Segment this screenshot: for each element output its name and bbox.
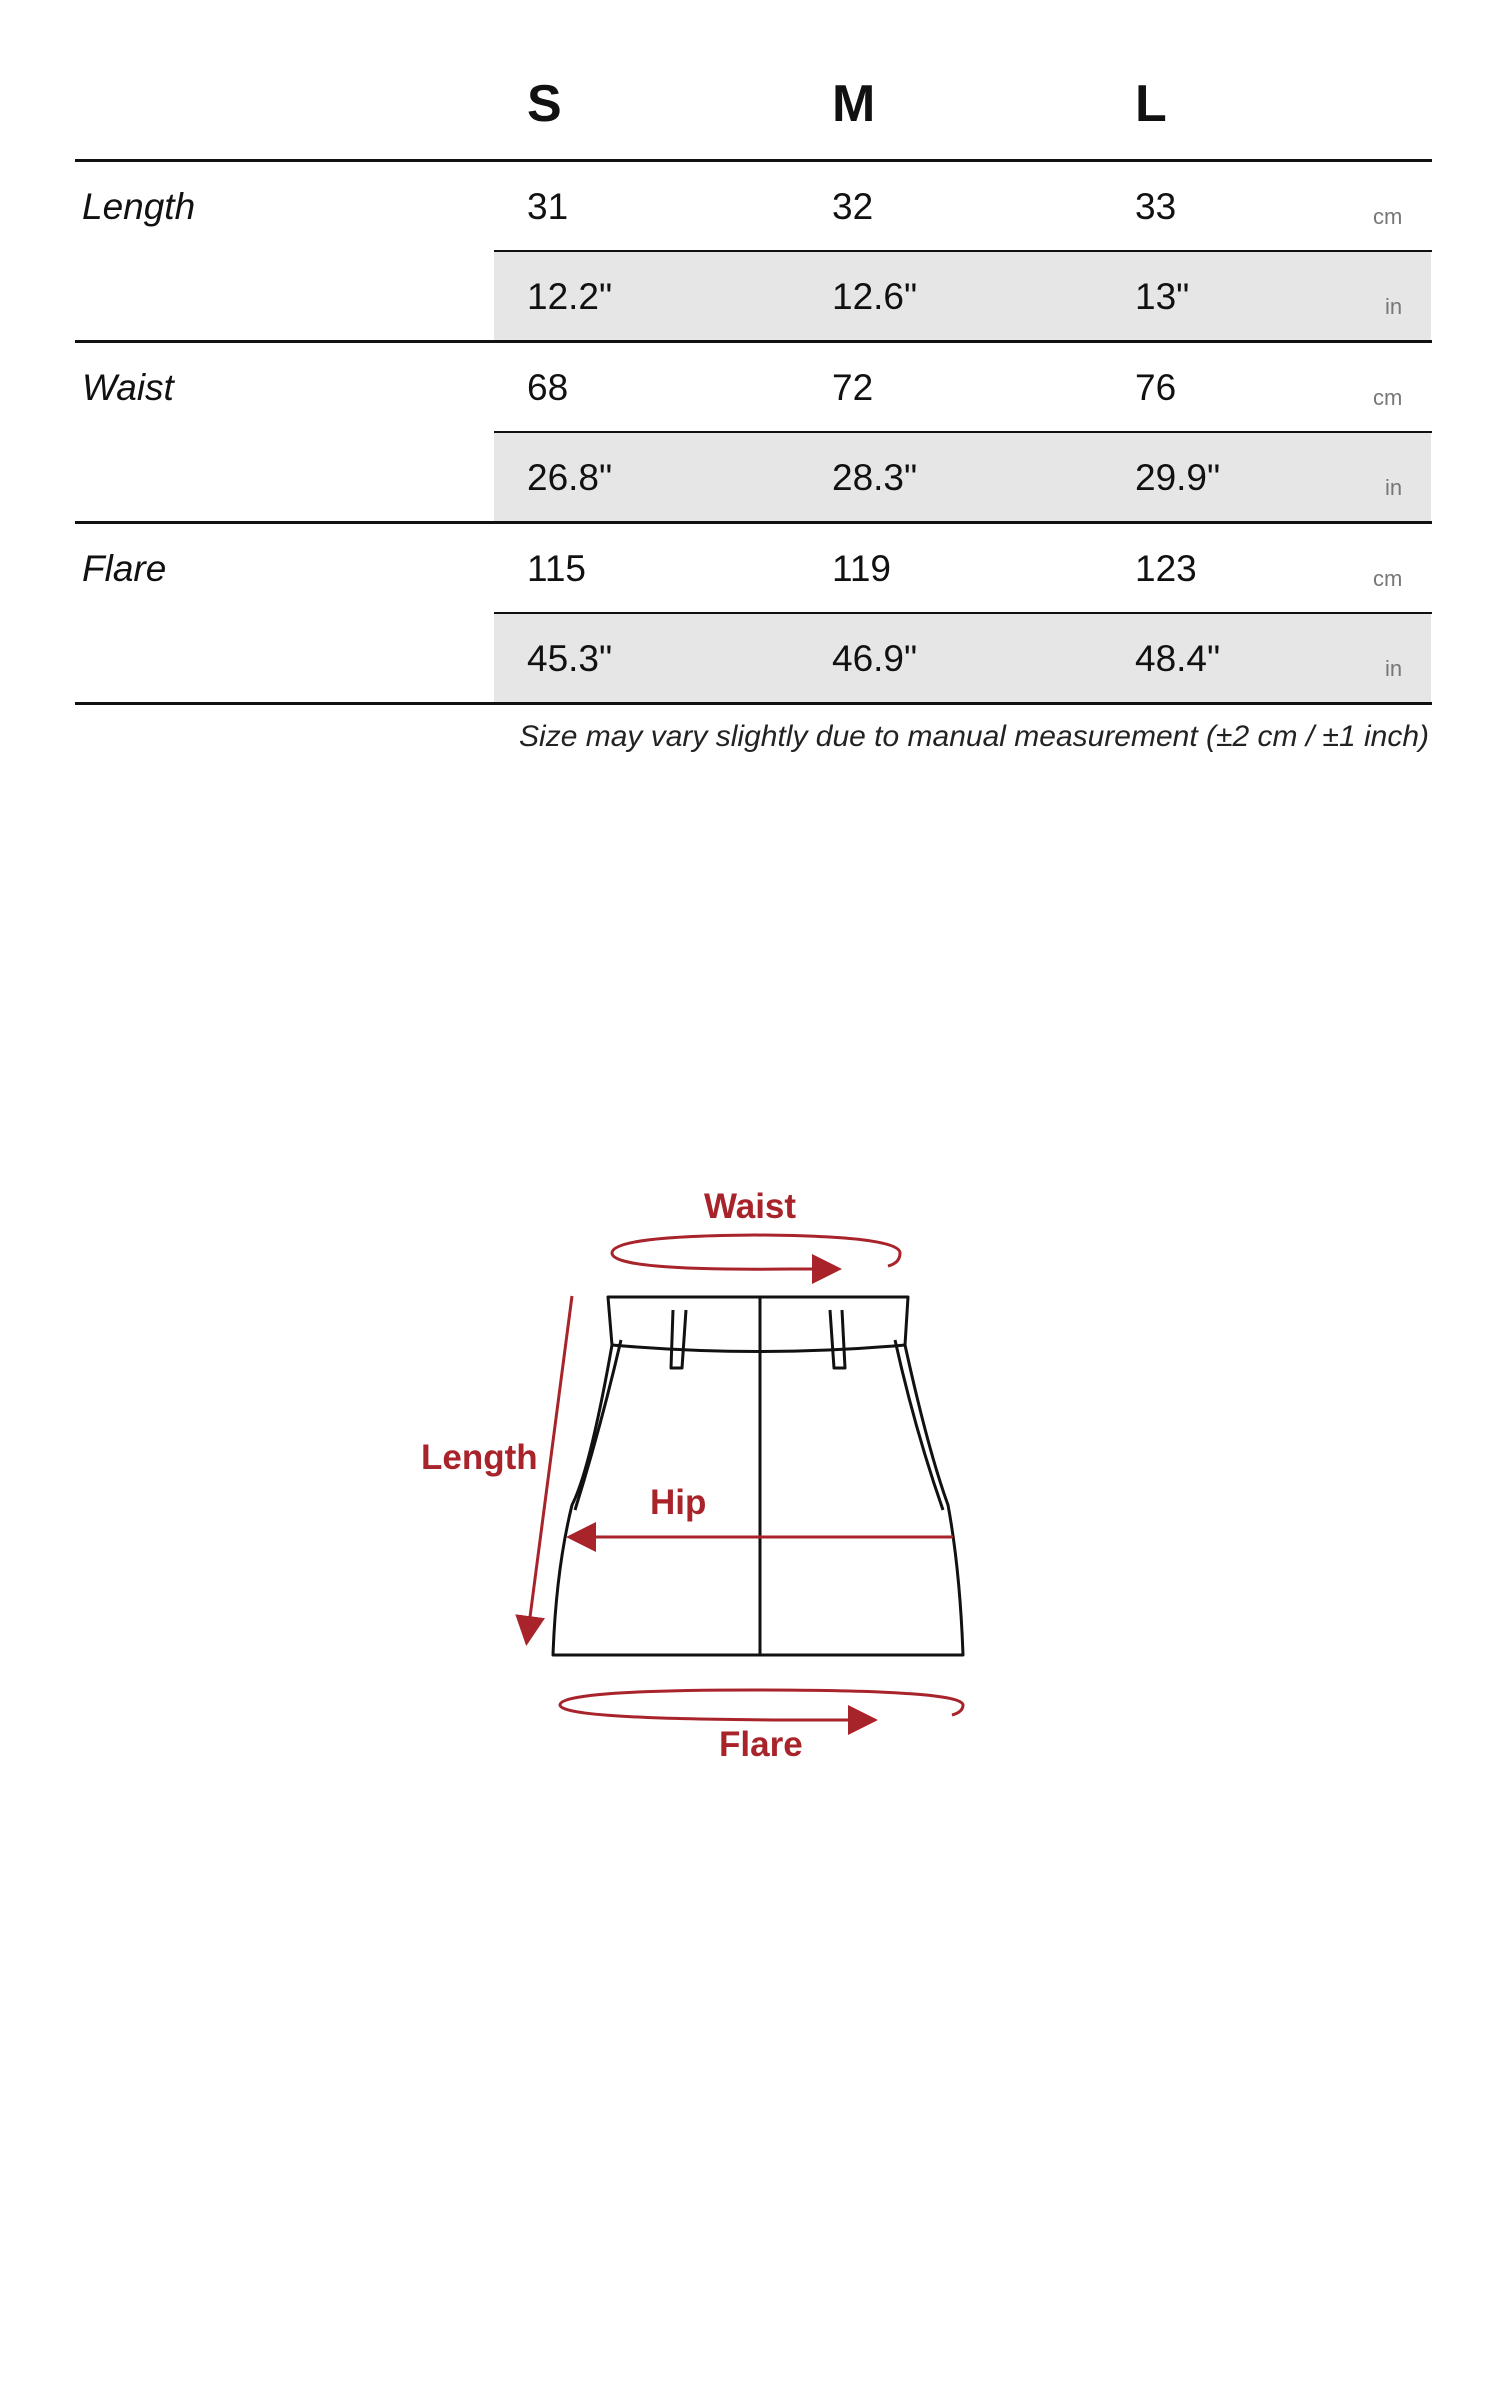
- measurement-note: Size may vary slightly due to manual measurement (±2 cm / ±1 inch): [519, 720, 1429, 753]
- skirt-belt-loop-right: [830, 1310, 845, 1368]
- skirt-waistband: [608, 1297, 908, 1352]
- size-header-m: M: [832, 75, 876, 133]
- diagram-label-length: Length: [421, 1438, 538, 1477]
- skirt-body: [553, 1345, 963, 1655]
- unit-in-waist: in: [1385, 475, 1403, 500]
- cell-waist-m-cm: 72: [832, 367, 874, 408]
- skirt-outline: [553, 1297, 963, 1655]
- cell-flare-s-in: 45.3": [527, 638, 613, 679]
- cell-flare-m-cm: 119: [832, 548, 891, 589]
- skirt-pocket-right: [895, 1340, 943, 1510]
- cell-flare-l-in: 48.4": [1135, 638, 1221, 679]
- diagram-label-flare: Flare: [719, 1725, 803, 1764]
- unit-cm-waist: cm: [1373, 385, 1403, 410]
- waist-measure-arrow: [612, 1235, 900, 1269]
- cell-waist-l-cm: 76: [1135, 367, 1177, 408]
- cell-flare-s-cm: 115: [527, 548, 586, 589]
- cell-length-m-in: 12.6": [832, 276, 918, 317]
- row-label-flare: Flare: [82, 548, 167, 589]
- flare-measure-arrow: [560, 1690, 963, 1720]
- cell-waist-l-in: 29.9": [1135, 457, 1221, 498]
- skirt-pocket-left: [575, 1340, 621, 1510]
- cell-length-l-cm: 33: [1135, 186, 1177, 227]
- cell-flare-m-in: 46.9": [832, 638, 918, 679]
- cell-waist-s-in: 26.8": [527, 457, 613, 498]
- unit-in-length: in: [1385, 294, 1403, 319]
- size-header-l: L: [1135, 75, 1167, 133]
- diagram-label-hip: Hip: [650, 1483, 707, 1522]
- unit-cm-flare: cm: [1373, 566, 1403, 591]
- cell-waist-s-cm: 68: [527, 367, 569, 408]
- unit-cm-length: cm: [1373, 204, 1403, 229]
- cell-waist-m-in: 28.3": [832, 457, 918, 498]
- cell-length-l-in: 13": [1135, 276, 1190, 317]
- unit-in-flare: in: [1385, 656, 1403, 681]
- diagram-label-waist: Waist: [704, 1187, 797, 1226]
- cell-length-s-cm: 31: [527, 186, 569, 227]
- size-header-s: S: [527, 75, 562, 133]
- cell-length-s-in: 12.2": [527, 276, 613, 317]
- cell-length-m-cm: 32: [832, 186, 874, 227]
- skirt-belt-loop-left: [671, 1310, 686, 1368]
- cell-flare-l-cm: 123: [1135, 548, 1197, 589]
- row-label-waist: Waist: [82, 367, 174, 408]
- row-label-length: Length: [82, 186, 196, 227]
